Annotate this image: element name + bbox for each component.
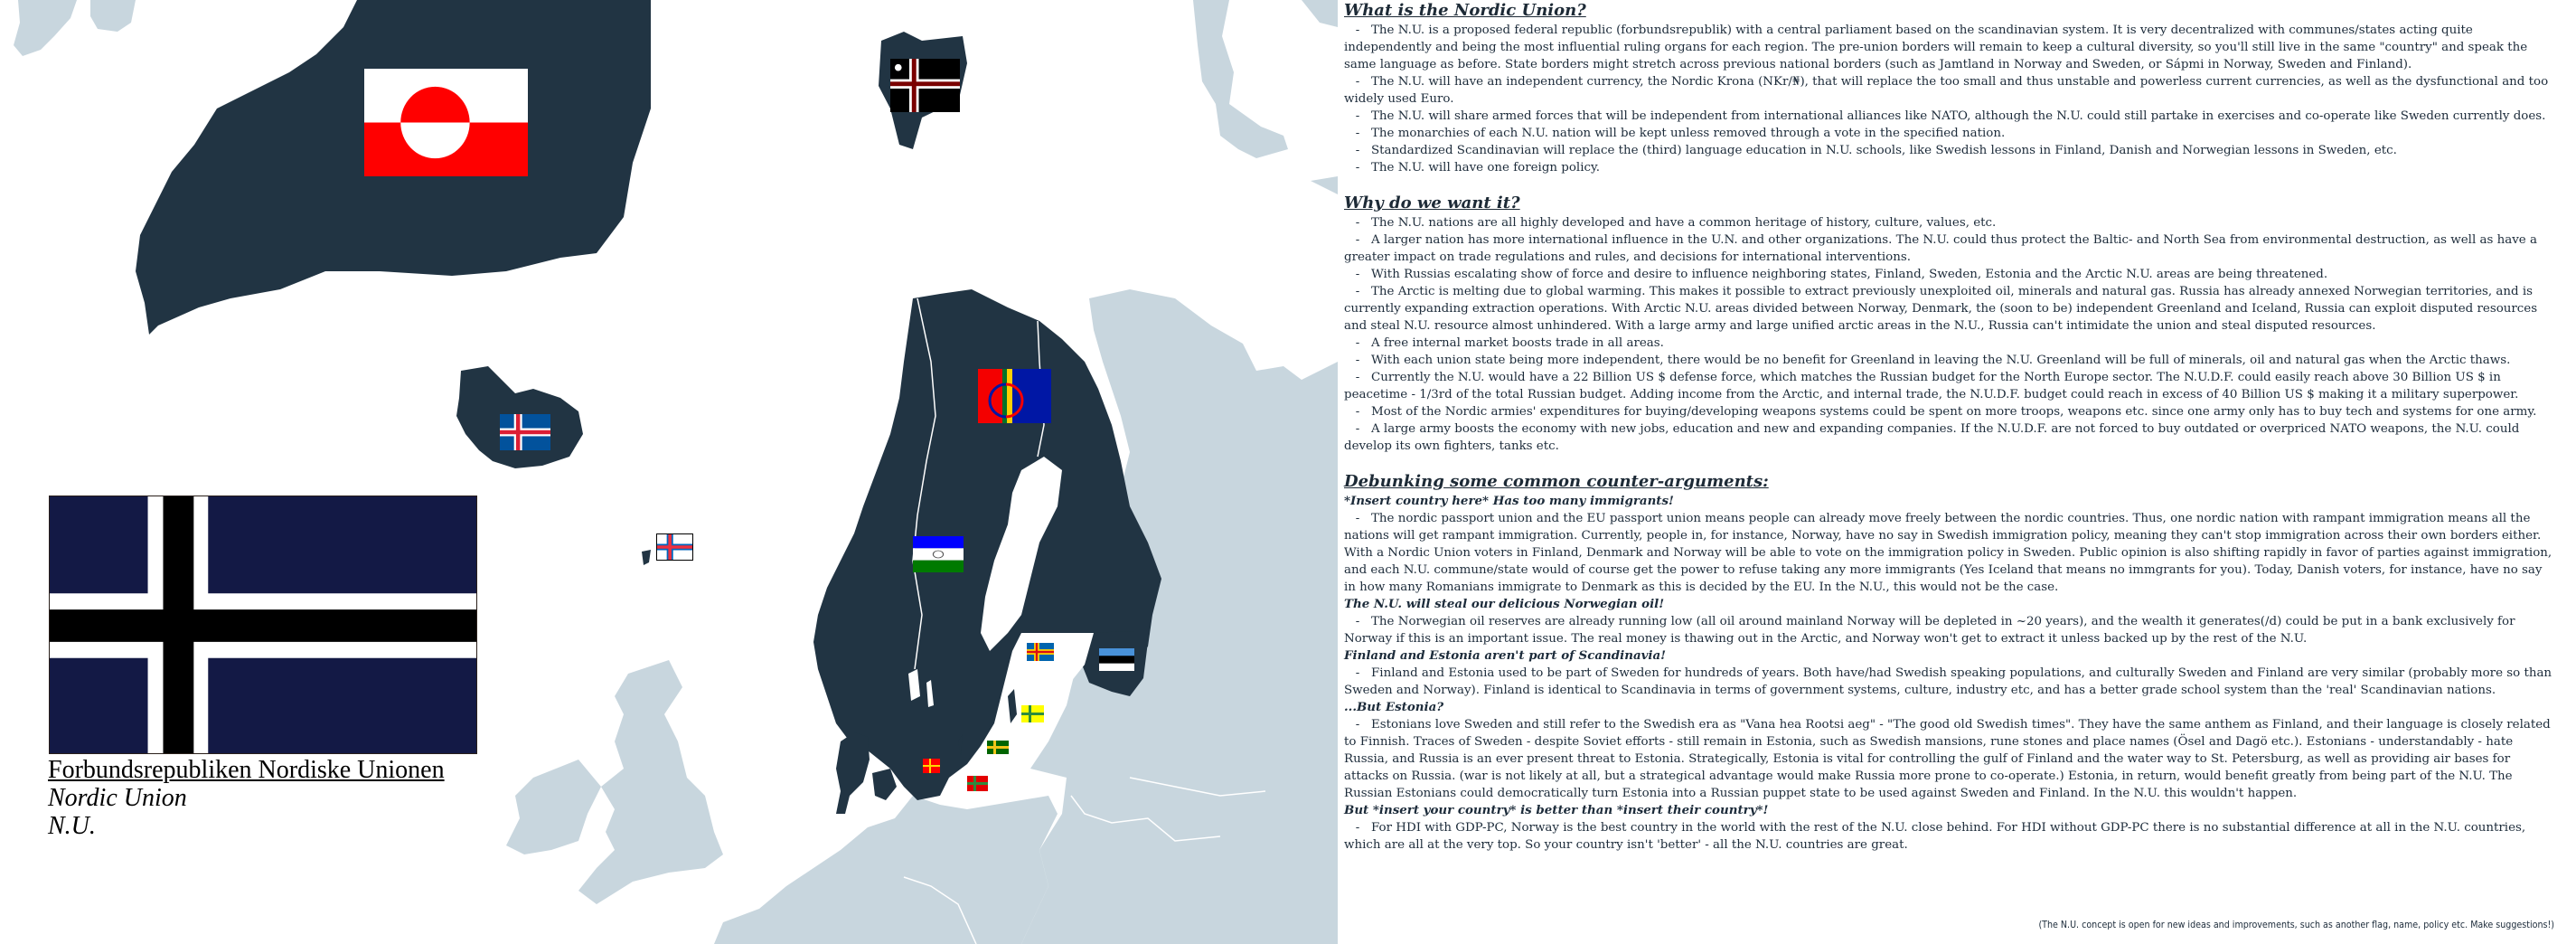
full-name: Forbundsrepubliken Nordiske Unionen (48, 756, 445, 784)
oland-flag (987, 741, 1009, 754)
counter-arguments (1344, 493, 2555, 854)
svalbard-flag (890, 59, 960, 112)
why-item: - The N.U. nations are all highly developed and have a common heritage of history, culture, values, etc. (1344, 214, 2555, 231)
bullet-dash: - (1355, 109, 1360, 123)
bullet-dash: - (1355, 666, 1360, 680)
what-item: - The monarchies of each N.U. nation will be kept unless removed through a vote in the specified nation. (1344, 125, 2555, 142)
bullet-dash: - (1355, 615, 1360, 628)
bullet-dash: - (1355, 75, 1360, 89)
why-item: - The Arctic is melting due to global warming. This makes it possible to extract previously unexploited oil, minerals and natural gas. Russia has already annexed Norwegian territories, and is currently expanding extraction operations. With Arctic N.U. areas divided between Norway, Denmark, the (soon to be) independent Greenland and Iceland, Russia can exploit disputed resources and steal N.U. resource almost unhindered. With a large army and large unified arctic areas in the N.U., Russia can't intimidate the union and steal disputed resources. (1344, 285, 2538, 333)
bullet-dash: - (1355, 268, 1360, 281)
why-list (1344, 214, 2555, 455)
why-item: - With each union state being more independent, there would be no benefit for Greenland in leaving the N.U. Greenland will be full of minerals, oil and natural gas when the Arctic thaws. (1344, 352, 2555, 369)
what-item: - The N.U. is a proposed federal republic (forbundsrepublik) with a central parliament based on the scandinavian system. It is very decentralized with communes/states acting quite independently and being the most influential ruling organs for each region. The pre-union borders will remain to keep a cultural diversity, so you'll still live in the same "country" and speak the same language as before. State borders might stretch across previous national borders (such as Jamtland in Norway and Sweden, or Sápmi in Norway, Sweden and Finland). (1344, 24, 2528, 71)
bullet-dash: - (1355, 821, 1360, 835)
bullet-dash: - (1355, 336, 1360, 350)
bullet-dash: - (1355, 371, 1360, 384)
bullet-dash: - (1355, 127, 1360, 140)
section-title-debunk: Debunking some common counter-arguments: (1344, 472, 1769, 491)
what-item: - The N.U. will share armed forces that will be independent from international alliances like NATO, although the N.U. could still partake in exercises and co-operate like Sweden currently does. (1344, 108, 2555, 125)
bullet-dash: - (1355, 144, 1360, 157)
bullet-dash: - (1355, 422, 1360, 436)
spacer (1344, 455, 2555, 471)
faroe-flag (656, 533, 693, 561)
why-item: - With Russias escalating show of force and desire to influence neighboring states, Finland, Sweden, Estonia and the Arctic N.U. areas are being threatened. (1344, 266, 2555, 283)
bullet-dash: - (1355, 354, 1360, 367)
counter-response: - For HDI with GDP-PC, Norway is the best country in the world with the rest of the N.U. close behind. For HDI without GDP-PC there is no substantial difference at all in the N.U. countries, which are all at the very top. So your country isn't 'better' - all the N.U. countries are great. (1344, 821, 2526, 852)
scania-flag (923, 759, 940, 773)
bullet-dash: - (1355, 24, 1360, 37)
gotland-flag (1021, 705, 1044, 722)
footnote: (The N.U. concept is open for new ideas and improvements, such as another flag, name, policy etc. Make suggestions!) (2038, 920, 2554, 930)
aland-flag (1027, 643, 1054, 661)
greenland-flag (364, 69, 528, 176)
counter-response: - The nordic passport union and the EU passport union means people can already move freely between the nordic countries. Thus, one nordic nation with rampant immigration means all the nations will get rampant immigration. Currently, people in, for instance, Norway, have no say in Swedish immigration policy, meaning they can't stop immigration across their own borders either. With a Nordic Union voters in Finland, Denmark and Norway will be able to vote on the immigration policy in Sweden. Public opinion is also shifting rapidly in favor of parties against immigration, and each N.U. commune/state would of course get the power to refuse taking any more immigrants (Yes Iceland that means no immgrants for you). Today, Danish voters, for instance, have no say in how many Romanians immigrate to Denmark as this is decided by the EU. In the N.U., this would not be the case. (1344, 512, 2552, 594)
union-name-caption (48, 756, 445, 840)
why-item: - Most of the Nordic armies' expenditures for buying/developing weapons systems could be spent on more troops, weapons etc. since one army only has to buy tech and systems for one army. (1344, 403, 2555, 420)
why-item: - A large army boosts the economy with new jobs, education and new and expanding companies. If the N.U.D.F. are not forced to buy outdated or overpriced NATO weapons, the N.U. could develop its own fighters, tanks etc. (1344, 422, 2520, 453)
bullet-dash: - (1355, 233, 1360, 247)
english-name: Nordic Union (48, 784, 187, 812)
sapmi-flag (978, 369, 1051, 423)
bullet-dash: - (1355, 512, 1360, 525)
abbreviation: N.U. (48, 812, 96, 840)
nordic-union-flag (49, 496, 477, 754)
counter-claim: But *insert your country* is better than *insert their country*! (1344, 803, 1769, 817)
what-list (1344, 22, 2555, 176)
why-item: - Currently the N.U. would have a 22 Billion US $ defense force, which matches the Russian budget for the North Europe sector. The N.U.D.F. could easily reach above 30 Billion US $ in peacetime - 1/3rd of the total Russian budget. Adding income from the Arctic, and internal trade, the N.U.D.F. budget could reach in excess of 40 Billion US $ making it a military superpower. (1344, 371, 2519, 401)
counter-claim: Finland and Estonia aren't part of Scandinavia! (1344, 648, 1667, 663)
counter-claim: ...But Estonia? (1344, 700, 1444, 714)
what-item: - The N.U. will have an independent currency, the Nordic Krona (NKr/₦), that will replace the too small and thus unstable and powerless current currencies, as well as the dysfunctional and too widely used Euro. (1344, 75, 2549, 106)
why-item: - A free internal market boosts trade in all areas. (1344, 335, 2555, 352)
bullet-dash: - (1355, 285, 1360, 298)
spacer (1344, 176, 2555, 193)
what-item: - The N.U. will have one foreign policy. (1344, 159, 2555, 176)
counter-claim: The N.U. will steal our delicious Norwegian oil! (1344, 597, 1665, 611)
section-title-why: Why do we want it? (1344, 194, 1520, 212)
estonia-flag (1099, 648, 1134, 671)
counter-response: - Estonians love Sweden and still refer to the Swedish era as "Vana hea Rootsi aeg" - "The good old Swedish times". They have the same anthem as Finland, and their language is closely related to Finnish. Traces of Sweden - despite Soviet efforts - still remain in Estonia, such as Swedish mansions, rune stones and place names (Ösel and Dagö etc.). Estonians - understandably - hate Russia, and Russia is an ever present threat to Estonia. Strategically, Estonia is vital for controlling the gulf of Finland and the water way to St. Petersburg, as well as providing air bases for attacks on Russia. (war is not likely at all, but a strategical advantage would make Russia more prone to co-operate.) Estonia, in return, would benefit greatly from being part of the N.U. The Russian Estonians could democratically turn Estonia into a Russian puppet state to be used against Sweden and Finland. In the N.U. this wouldn't happen. (1344, 718, 2551, 800)
section-title-what: What is the Nordic Union? (1344, 1, 1586, 20)
bullet-dash: - (1355, 718, 1360, 732)
counter-response: - The Norwegian oil reserves are already running low (all oil around mainland Norway will be depleted in ~20 years), and the wealth it generates(/d) could be put in a bank exclusively for Norway if this is an important issue. The real money is thawing out in the Arctic, and Norway won't get to extract it unless backed up by the rest of the N.U. (1344, 615, 2515, 646)
bullet-dash: - (1355, 405, 1360, 419)
why-item: - A larger nation has more international influence in the U.N. and other organizations. The N.U. could thus protect the Baltic- and North Sea from environmental destruction, as well as have a greater impact on trade regulations and rules, and decisions for international interventions. (1344, 233, 2537, 264)
iceland-flag (500, 414, 550, 450)
counter-response: - Finland and Estonia used to be part of Sweden for hundreds of years. Both have/had Swedish speaking populations, and culturally Sweden and Finland are very similar (probably more so than Sweden and Norway). Finland is identical to Scandinavia in terms of government systems, culture, industry etc, and has a better grade school system than the 'real' Scandinavian nations. (1344, 666, 2552, 697)
bornholm-flag (967, 776, 988, 791)
bullet-dash: - (1355, 161, 1360, 175)
manifesto-text (1344, 0, 2555, 944)
what-item: - Standardized Scandinavian will replace the (third) language education in N.U. schools, like Swedish lessons in Finland, Danish and Norwegian lessons in Sweden, etc. (1344, 142, 2555, 159)
bullet-dash: - (1355, 216, 1360, 230)
jamtland-flag (913, 536, 964, 572)
counter-claim: *Insert country here* Has too many immigrants! (1344, 494, 1674, 508)
